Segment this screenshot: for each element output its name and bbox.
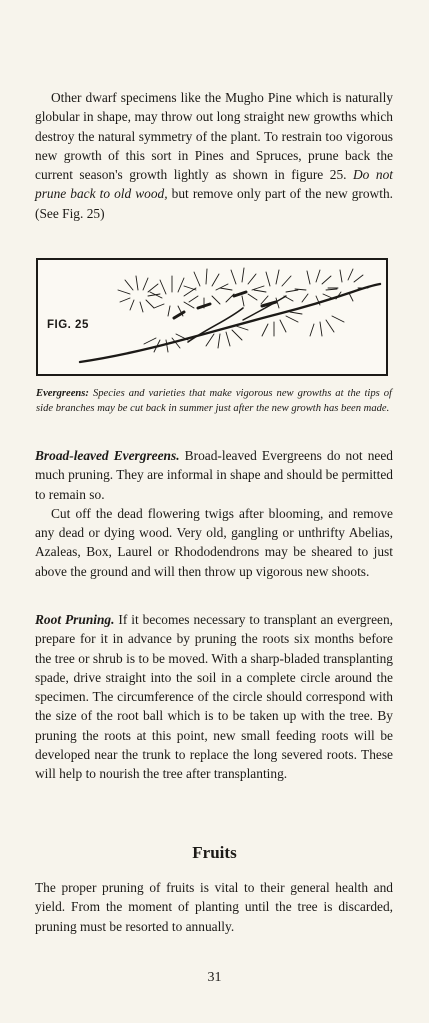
root-pruning-text: If it becomes necessary to transplant an evergreen, prepare for it in advance by pruning the roots six months before the tree or shrub is to be moved. With a sharp-bladed transplanting spade, drive straight into the soil in a complete circle around the specimen. The circumference of the circle should correspond with the size of the root ball which is to be taken up with the tree. By pruning the roots at this point, new small feeding roots will be developed near the trunk to replace the long severed roots. These will help to nourish the tree after transplanting. <box>35 612 393 782</box>
broadleaved-heading: Broad-leaved Evergreens. <box>35 448 180 463</box>
figure-caption <box>36 386 392 416</box>
figure-25 <box>36 258 388 376</box>
root-pruning-heading: Root Pruning. <box>35 612 115 627</box>
intro-text: Other dwarf specimens like the Mugho Pine which is naturally globular in shape, may throw out long straight new growths which destroy the natural symmetry of the plant. To restrain too vigorous new growth of this sort in Pines and Spruces, prune back the current season's growth lightly as shown in figure 25. <box>35 90 393 183</box>
fruits-text: The proper pruning of fruits is vital to their general health and yield. From the moment of planting until the tree is discarded, pruning must be resorted to annually. <box>35 880 393 934</box>
page-number: 31 <box>207 970 222 985</box>
caption-lead: Evergreens: <box>36 388 89 399</box>
intro-text-after: but remove only part of the new growth. (See Fig. 25) <box>35 186 393 221</box>
broadleaved-section <box>35 446 393 581</box>
intro-emphasis: Do not prune back to old wood, <box>35 167 393 202</box>
fruits-paragraph <box>35 878 393 936</box>
intro-paragraph <box>35 88 393 223</box>
caption-text: Species and varieties that make vigorous new growths at the tips of side branches may be cut back in summer just after the new growth has been made. <box>36 388 392 415</box>
root-pruning-section <box>35 610 393 784</box>
broadleaved-paragraph-2: Cut off the dead flowering twigs after blooming, and remove any dead or dying wood. Very old, gangling or unthrifty Abelias, Azaleas, Box, Laurel or Rhododendrons may be sheared to just above the ground and will then throw up vigorous new shoots. <box>35 505 393 579</box>
broadleaved-text: Broad-leaved Evergreens do not need much pruning. They are informal in shape and should be permitted to remain so. <box>35 448 393 502</box>
fruits-heading: Fruits <box>192 843 237 862</box>
figure-label: FIG. 25 <box>47 319 89 331</box>
pine-branch-illustration <box>38 260 386 374</box>
